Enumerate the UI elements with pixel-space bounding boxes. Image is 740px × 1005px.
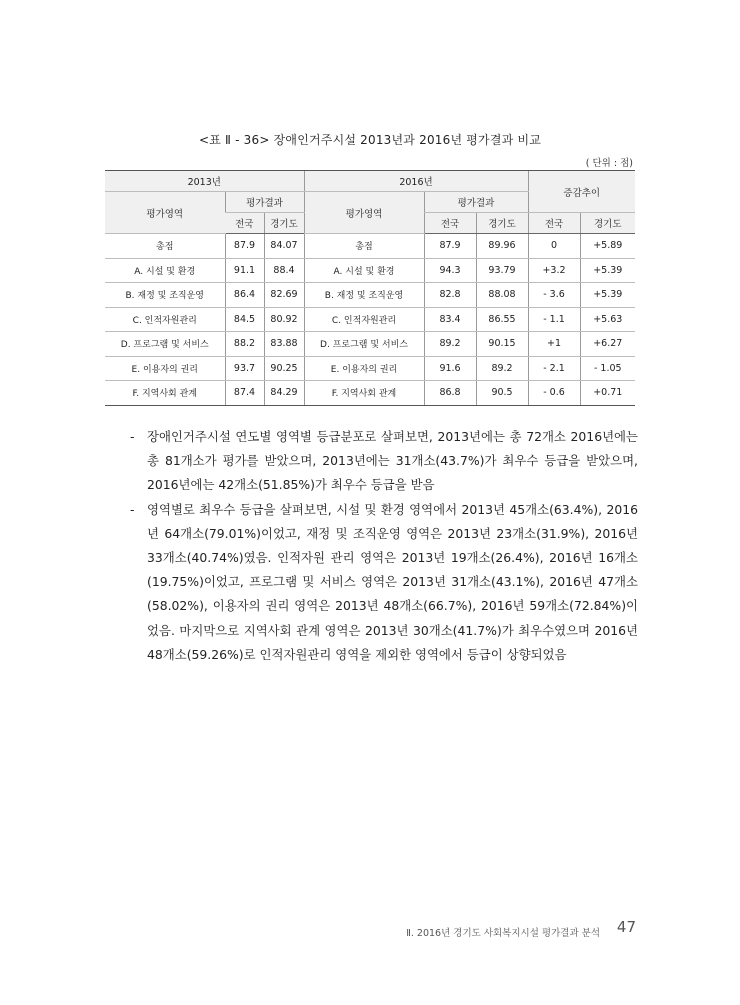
change-gyeonggi-cell: +5.39 <box>580 258 635 283</box>
gyeonggi-2016-cell: 86.55 <box>476 307 528 332</box>
gyeonggi-2013-cell: 80.92 <box>264 307 304 332</box>
table-row <box>105 381 635 406</box>
change-gyeonggi-cell: - 1.05 <box>580 356 635 381</box>
table-caption: <표 Ⅱ - 36> 장애인거주시설 2013년과 2016년 평가결과 비교 <box>198 133 542 147</box>
gyeonggi-2016-cell: 93.79 <box>476 258 528 283</box>
gyeonggi-2016-cell: 89.2 <box>476 356 528 381</box>
change-gyeonggi-cell: +5.39 <box>580 283 635 308</box>
national-2016-cell: 83.4 <box>424 307 476 332</box>
national-2013-cell: 91.1 <box>225 258 264 283</box>
national-2013-cell: 87.4 <box>225 381 264 406</box>
header-gyeonggi-2016: 경기도 <box>476 213 528 234</box>
header-change-gyeonggi: 경기도 <box>580 213 635 234</box>
gyeonggi-2013-cell: 82.69 <box>264 283 304 308</box>
area-2016-cell: A. 시설 및 환경 <box>304 258 424 283</box>
area-2016-cell: E. 이용자의 권리 <box>304 356 424 381</box>
gyeonggi-2016-cell: 89.96 <box>476 234 528 259</box>
gyeonggi-2013-cell: 84.29 <box>264 381 304 406</box>
change-gyeonggi-cell: +0.71 <box>580 381 635 406</box>
change-gyeonggi-cell: +5.89 <box>580 234 635 259</box>
national-2016-cell: 94.3 <box>424 258 476 283</box>
header-result-2016: 평가결과 <box>424 192 528 213</box>
area-2013-cell: E. 이용자의 권리 <box>105 356 225 381</box>
bullet-list <box>130 425 638 667</box>
comparison-table <box>105 170 635 406</box>
bullet-text: 영역별로 최우수 등급을 살펴보면, 시설 및 환경 영역에서 2013년 45개소(63.4%), 2016년 64개소(79.01%)이었고, 재정 및 조직운영 영역은 2013년 23개소(31.9%), 2016년 33개소(40.74%)였음. 인적자원 관리 영역은 2013년 19개소(26.4%), 2016년 16개소(19.75%)이었고, 프로그램 및 서비스 영역은 2013년 31개소(43.1%), 2016년 47개소(58.02%), 이용자의 권리 영역은 2013년 48개소(66.7%), 2016년 59개소(72.84%)이었음. 마지막으로 지역사회 관계 영역은 2013년 30개소(41.7%)가 최우수였으며 2016년 48개소(59.26%)로 인적자원관리 영역을 제외한 영역에서 등급이 상향되었음 <box>147 501 638 662</box>
gyeonggi-2013-cell: 84.07 <box>264 234 304 259</box>
national-2013-cell: 84.5 <box>225 307 264 332</box>
change-national-cell: 0 <box>528 234 580 259</box>
header-result-2013: 평가결과 <box>225 192 304 213</box>
national-2016-cell: 86.8 <box>424 381 476 406</box>
gyeonggi-2013-cell: 83.88 <box>264 332 304 357</box>
area-2013-cell: A. 시설 및 환경 <box>105 258 225 283</box>
area-2013-cell: D. 프로그램 및 서비스 <box>105 332 225 357</box>
gyeonggi-2016-cell: 90.15 <box>476 332 528 357</box>
national-2013-cell: 87.9 <box>225 234 264 259</box>
bullet-item <box>130 498 638 667</box>
header-area-2016: 평가영역 <box>304 192 424 234</box>
bullet-item <box>130 425 638 498</box>
change-gyeonggi-cell: +6.27 <box>580 332 635 357</box>
table-row <box>105 356 635 381</box>
bullet-dash: - <box>130 501 135 517</box>
table-row <box>105 283 635 308</box>
national-2013-cell: 88.2 <box>225 332 264 357</box>
table-row <box>105 258 635 283</box>
header-change-national: 전국 <box>528 213 580 234</box>
change-gyeonggi-cell: +5.63 <box>580 307 635 332</box>
area-2013-cell: C. 인적자원관리 <box>105 307 225 332</box>
header-gyeonggi-2013: 경기도 <box>264 213 304 234</box>
area-2016-cell: F. 지역사회 관계 <box>304 381 424 406</box>
bullet-text: 장애인거주시설 연도별 영역별 등급분포로 살펴보면, 2013년에는 총 72개소 2016년에는 총 81개소가 평가를 받았으며, 2013년에는 31개소(43.7%)가 최우수 등급을 받았으며, 2016년에는 42개소(51.85%)가 최우수 등급을 받음 <box>147 429 638 493</box>
change-national-cell: - 3.6 <box>528 283 580 308</box>
area-2016-cell: D. 프로그램 및 서비스 <box>304 332 424 357</box>
bullet-dash: - <box>130 429 135 444</box>
change-national-cell: - 1.1 <box>528 307 580 332</box>
header-year-2016: 2016년 <box>304 171 528 192</box>
table-row <box>105 234 635 259</box>
change-national-cell: - 0.6 <box>528 381 580 406</box>
national-2013-cell: 86.4 <box>225 283 264 308</box>
change-national-cell: +3.2 <box>528 258 580 283</box>
unit-label: ( 단위 : 점) <box>585 158 633 169</box>
gyeonggi-2016-cell: 88.08 <box>476 283 528 308</box>
national-2016-cell: 89.2 <box>424 332 476 357</box>
table-row <box>105 307 635 332</box>
gyeonggi-2013-cell: 90.25 <box>264 356 304 381</box>
change-national-cell: +1 <box>528 332 580 357</box>
header-change: 증감추이 <box>528 171 635 213</box>
header-year-2013: 2013년 <box>105 171 304 192</box>
national-2016-cell: 87.9 <box>424 234 476 259</box>
header-national-2013: 전국 <box>225 213 264 234</box>
area-2016-cell: B. 재정 및 조직운영 <box>304 283 424 308</box>
national-2016-cell: 91.6 <box>424 356 476 381</box>
header-area-2013: 평가영역 <box>105 192 225 234</box>
area-2013-cell: 총점 <box>105 234 225 259</box>
area-2016-cell: 총점 <box>304 234 424 259</box>
gyeonggi-2016-cell: 90.5 <box>476 381 528 406</box>
national-2016-cell: 82.8 <box>424 283 476 308</box>
page-number: 47 <box>616 918 636 936</box>
change-national-cell: - 2.1 <box>528 356 580 381</box>
national-2013-cell: 93.7 <box>225 356 264 381</box>
header-national-2016: 전국 <box>424 213 476 234</box>
area-2016-cell: C. 인적자원관리 <box>304 307 424 332</box>
footer-section-title: Ⅱ. 2016년 경기도 사회복지시설 평가결과 분석 <box>406 928 600 939</box>
area-2013-cell: F. 지역사회 관계 <box>105 381 225 406</box>
area-2013-cell: B. 재정 및 조직운영 <box>105 283 225 308</box>
gyeonggi-2013-cell: 88.4 <box>264 258 304 283</box>
table-row <box>105 332 635 357</box>
